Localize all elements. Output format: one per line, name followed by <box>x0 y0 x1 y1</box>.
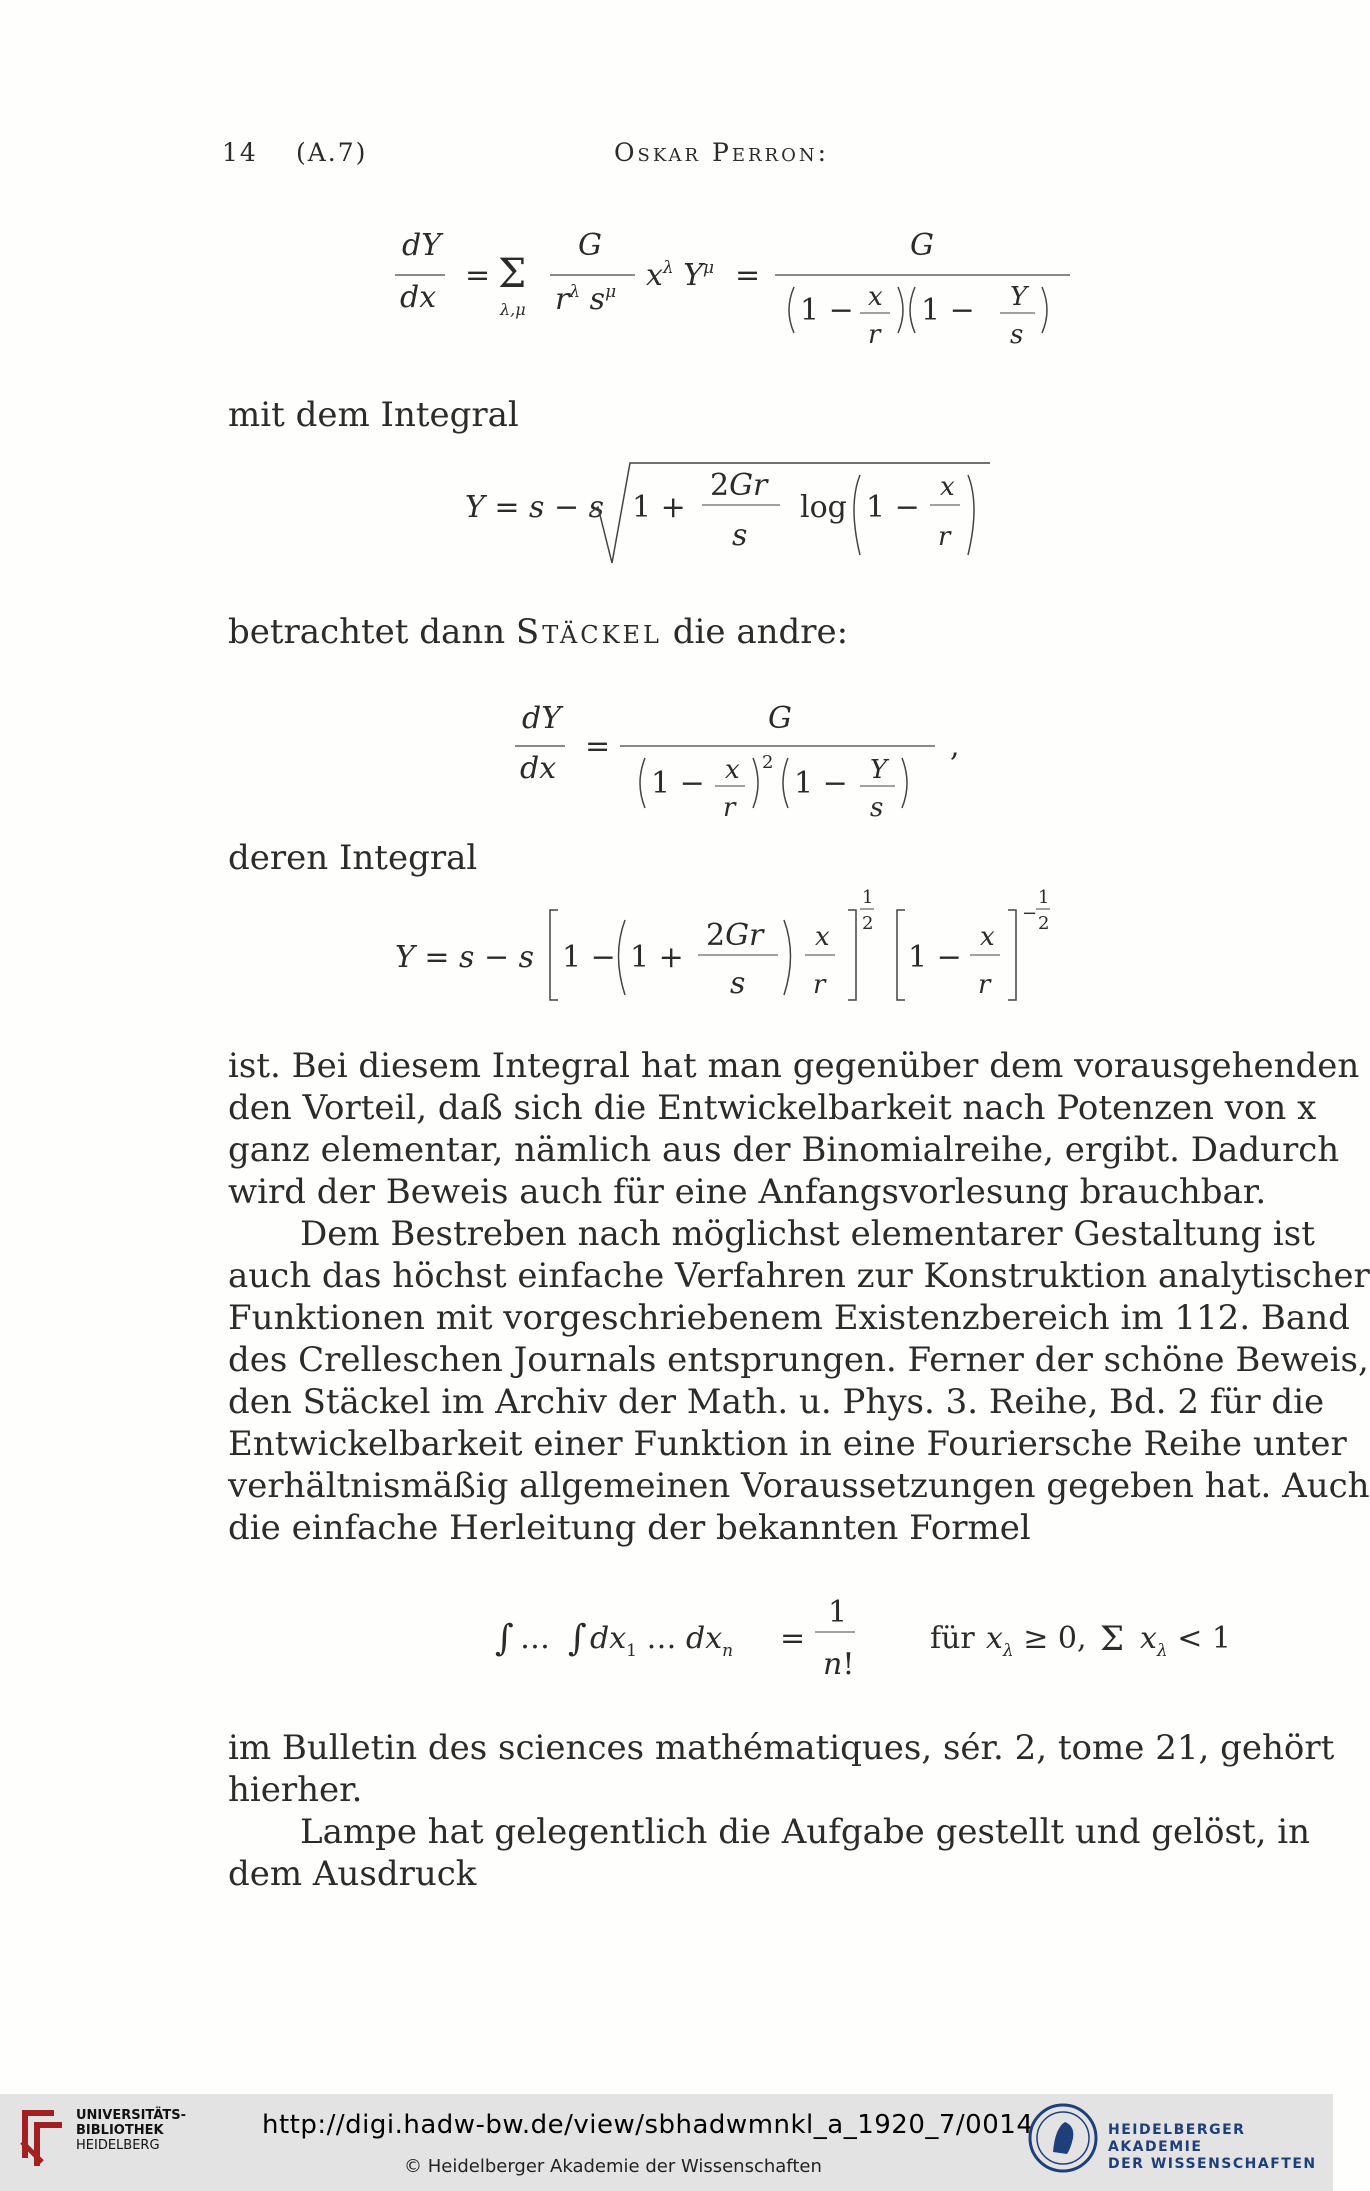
svg-text:G: G <box>768 701 792 736</box>
svg-text:s: s <box>732 518 748 553</box>
svg-text:Y: Y <box>1010 282 1028 312</box>
text-line: den Vorteil, daß sich die Entwickelbarkeit nach Potenzen von x <box>228 1088 1317 1128</box>
text-line: verhältnismäßig allgemeinen Voraussetzungen gegeben hat. Auch <box>228 1466 1370 1506</box>
equation-multiple-integral <box>490 1590 1250 1690</box>
svg-text:2: 2 <box>1038 913 1050 934</box>
svg-text:G: G <box>910 228 934 263</box>
equation-dy-dx-squared <box>510 698 1010 848</box>
svg-text:s: s <box>1010 320 1024 350</box>
text-line: den Stäckel im Archiv der Math. u. Phys. 3. Reihe, Bd. 2 für die <box>228 1382 1325 1422</box>
text-line: deren Integral <box>228 838 478 878</box>
svg-text:1: 1 <box>862 887 874 908</box>
equation-dy-dx-sum <box>390 225 1090 375</box>
svg-text:2: 2 <box>762 752 774 773</box>
svg-text:rλ sμ: $r^\lambda$ $s^\mu$ <box>555 282 617 317</box>
svg-text:x: x <box>940 472 955 502</box>
svg-text:dx1 … dxn: $dx_1$ … $dx_n$ <box>590 1621 734 1661</box>
svg-text:dY: dY <box>522 701 562 736</box>
svg-text:Y = s − s: Y = s − s <box>395 940 535 975</box>
svg-text:xλ Yμ: $x^\lambda$ $Y^\mu$ <box>646 258 715 293</box>
text-line: die einfache Herleitung der bekannten Formel <box>228 1508 1031 1548</box>
svg-text:1 +: 1 + <box>632 490 686 525</box>
svg-text:,: , <box>950 729 960 764</box>
svg-text:1 −: 1 − <box>800 293 854 328</box>
running-head-author: Oskar Perron: <box>614 138 830 167</box>
academy-label: HEIDELBERGER AKADEMIE DER WISSENSCHAFTEN <box>1108 2122 1317 2172</box>
svg-text:1 −: 1 − <box>562 940 616 975</box>
copyright-notice: © Heidelberger Akademie der Wissenschaften <box>404 2156 822 2177</box>
svg-text:λ,μ: λ,μ <box>500 300 526 319</box>
author-name: Stäckel <box>515 612 662 652</box>
svg-text:1: 1 <box>1038 887 1050 908</box>
svg-text:∫: ∫ <box>568 1618 587 1659</box>
formula-label-fuer: für <box>930 1621 975 1656</box>
text-line: Dem Bestreben nach möglichst elementarer Gestaltung ist <box>300 1214 1315 1254</box>
svg-text:…: … <box>520 1621 550 1656</box>
svg-text:x: x <box>725 755 740 785</box>
svg-text:xλ < 1: $x_\lambda < 1$ <box>1140 1621 1231 1661</box>
svg-text:Y = s − s: Y = s − s <box>465 490 605 525</box>
section-label: (A.7) <box>296 138 368 167</box>
svg-text:s: s <box>730 966 746 1001</box>
svg-text:=: = <box>585 729 611 764</box>
svg-text:1: 1 <box>828 1595 848 1630</box>
text-line: dem Ausdruck <box>228 1854 477 1894</box>
svg-text:1 +: 1 + <box>630 940 684 975</box>
svg-text:G: G <box>578 228 602 263</box>
svg-text:2Gr: 2Gr <box>710 468 768 503</box>
text-segment: betrachtet dann <box>228 612 516 652</box>
svg-text:2Gr: 2Gr <box>706 918 764 953</box>
text-line: ganz elementar, nämlich aus der Binomialreihe, ergibt. Dadurch <box>228 1130 1340 1170</box>
academy-seal-icon <box>1027 2102 1099 2174</box>
text-line: Entwickelbarkeit einer Funktion in eine Fouriersche Reihe unter <box>228 1424 1347 1464</box>
svg-text:n!: n! <box>823 1647 855 1682</box>
svg-text:=: = <box>780 1621 806 1656</box>
svg-text:r: r <box>723 793 736 823</box>
svg-text:2: 2 <box>862 913 874 934</box>
text-line: im Bulletin des sciences mathématiques, sér. 2, tome 21, gehört <box>228 1728 1335 1768</box>
svg-text:1 −: 1 − <box>651 766 705 801</box>
svg-text:r: r <box>978 970 991 1000</box>
svg-text:1 −: 1 − <box>921 293 975 328</box>
page-number: 14 <box>222 138 258 167</box>
svg-text:=: = <box>465 258 491 293</box>
svg-text:Y: Y <box>870 755 888 785</box>
text-line: Lampe hat gelegentlich die Aufgabe gestellt und gelöst, in <box>300 1812 1311 1852</box>
svg-text:1 −: 1 − <box>794 766 848 801</box>
text-line: hierher. <box>228 1770 363 1810</box>
svg-text:1 −: 1 − <box>866 490 920 525</box>
equation-integral-bracket <box>390 885 1090 1015</box>
text-line <box>228 612 1238 652</box>
text-line: des Crelleschen Journals entsprungen. Ferner der schöne Beweis, <box>228 1340 1369 1380</box>
svg-text:−: − <box>1022 903 1038 924</box>
text-line: Funktionen mit vorgeschriebenem Existenzbereich im 112. Band <box>228 1298 1350 1338</box>
svg-text:1 −: 1 − <box>908 940 962 975</box>
university-library-logo-icon <box>14 2102 70 2172</box>
svg-text:log: log <box>800 490 847 525</box>
text-line: mit dem Integral <box>228 395 519 435</box>
text-line: auch das höchst einfache Verfahren zur Konstruktion analytischer <box>228 1256 1370 1296</box>
svg-text:Σ: Σ <box>1100 1619 1125 1659</box>
text-line: wird der Beweis auch für eine Anfangsvorlesung brauchbar. <box>228 1172 1267 1212</box>
text-segment: die andre: <box>661 612 849 652</box>
svg-text:x: x <box>815 922 830 952</box>
svg-text:dx: dx <box>520 751 557 786</box>
svg-text:r: r <box>868 320 881 350</box>
svg-text:Σ: Σ <box>498 251 527 297</box>
svg-text:∫: ∫ <box>495 1618 514 1659</box>
svg-text:r: r <box>938 522 951 552</box>
equation-integral-sqrt <box>460 455 1020 575</box>
svg-text:dY: dY <box>402 228 442 263</box>
svg-text:dx: dx <box>400 280 437 315</box>
svg-text:s: s <box>870 793 884 823</box>
svg-text:r: r <box>813 970 826 1000</box>
svg-text:x: x <box>980 922 995 952</box>
svg-text:xλ ≥ 0,: $x_\lambda \ge 0$, <box>986 1621 1087 1661</box>
svg-text:=: = <box>735 258 761 293</box>
text-line: ist. Bei diesem Integral hat man gegenüber dem vorausgehenden <box>228 1046 1360 1086</box>
svg-text:x: x <box>868 282 883 312</box>
university-library-label: UNIVERSITÄTS- BIBLIOTHEK HEIDELBERG <box>76 2108 186 2153</box>
permalink-url[interactable]: http://digi.hadw-bw.de/view/sbhadwmnkl_a_1920_7/0014 <box>262 2110 1034 2140</box>
